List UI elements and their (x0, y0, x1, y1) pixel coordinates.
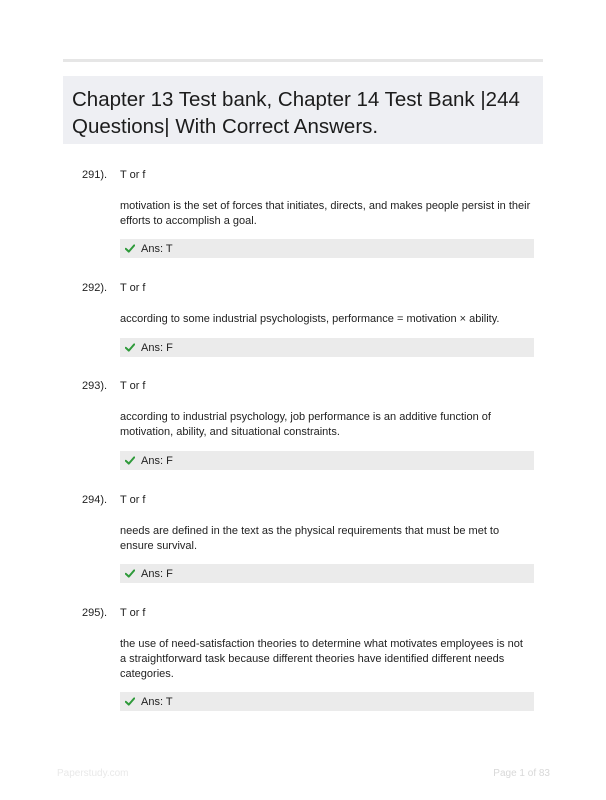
footer-watermark: Paperstudy.com (57, 768, 129, 779)
answer-text: Ans: T (141, 242, 173, 255)
answer-text: Ans: F (141, 341, 173, 354)
check-icon (125, 343, 135, 352)
check-icon (125, 569, 135, 578)
question-number: 295). (82, 607, 108, 619)
check-icon (125, 456, 135, 465)
question-number: 292). (82, 282, 108, 294)
answer-text: Ans: F (141, 454, 173, 467)
question-text: according to some industrial psychologists, performance = motivation × ability. (120, 313, 500, 325)
question-number: 293). (82, 380, 108, 392)
title-banner (63, 76, 543, 144)
question-text: needs are defined in the text as the physical requirements that must be met to ensure survival. (120, 525, 500, 552)
page-indicator: Page 1 of 83 (493, 768, 550, 779)
answer-box (120, 564, 534, 583)
question-type: T or f (120, 380, 146, 392)
question-text: motivation is the set of forces that initiates, directs, and makes people persist in their efforts to accomplish a goal. (120, 200, 531, 227)
question-type: T or f (120, 607, 146, 619)
question-type: T or f (120, 494, 146, 506)
answer-box (120, 451, 534, 470)
question-number: 291). (82, 169, 108, 181)
question-number: 294). (82, 494, 108, 506)
top-divider (63, 59, 543, 62)
answer-text: Ans: T (141, 695, 173, 708)
question-type: T or f (120, 282, 146, 294)
answer-box (120, 692, 534, 711)
answer-box (120, 338, 534, 357)
answer-box (120, 239, 534, 258)
document-title: Chapter 13 Test bank, Chapter 14 Test Bank |244 Questions| With Correct Answers. (72, 88, 520, 138)
check-icon (125, 244, 135, 253)
answer-text: Ans: F (141, 567, 173, 580)
question-text: the use of need-satisfaction theories to determine what motivates employees is not a straightforward task because different theories have identified different needs categories. (120, 638, 523, 680)
question-type: T or f (120, 169, 146, 181)
question-text: according to industrial psychology, job performance is an additive function of motivation, ability, and situational constraints. (120, 411, 491, 438)
check-icon (125, 697, 135, 706)
